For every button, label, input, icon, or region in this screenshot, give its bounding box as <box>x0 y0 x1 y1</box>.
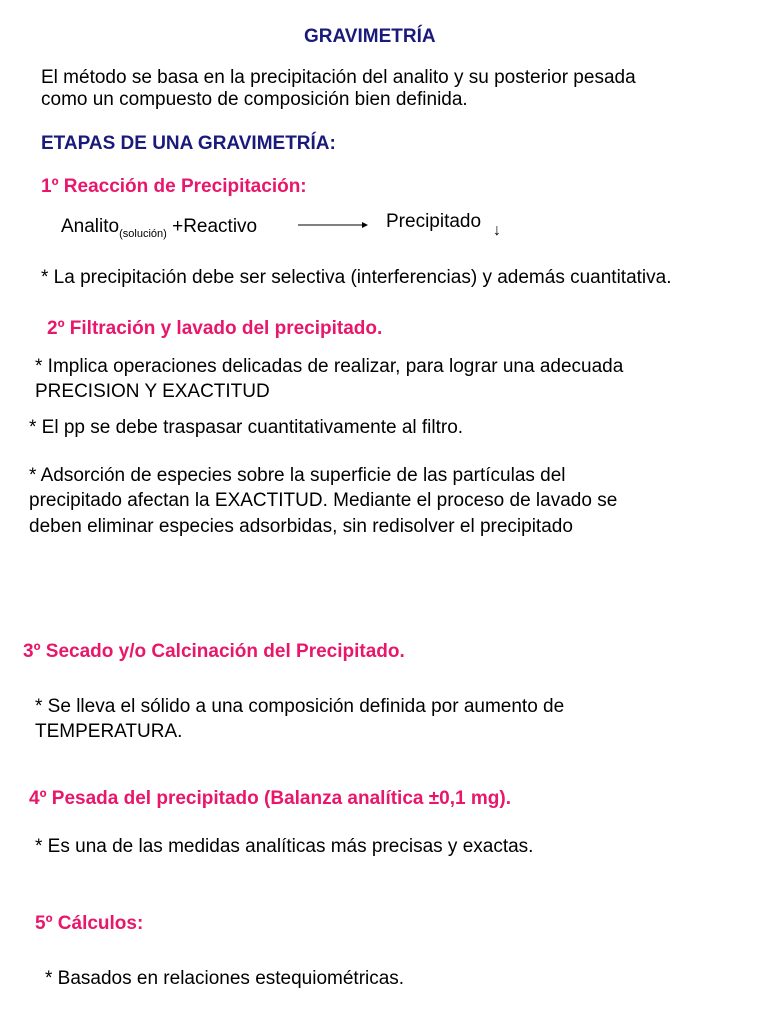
intro-line-1: El método se basa en la precipitación del analito y su posterior pesada <box>41 67 636 88</box>
step1-heading: 1º Reacción de Precipitación: <box>41 176 307 197</box>
step3-bullet-line2: TEMPERATURA. <box>35 721 183 742</box>
step3-bullet-line1: * Se lleva el sólido a una composición definida por aumento de <box>35 696 565 717</box>
page-title: GRAVIMETRÍA <box>304 26 436 47</box>
step2-bullet3-line3: deben eliminar especies adsorbidas, sin redisolver el precipitado <box>29 516 573 537</box>
step2-bullet3-line2: precipitado afectan la EXACTITUD. Mediante el proceso de lavado se <box>29 490 618 511</box>
plus-sign: + <box>172 216 184 237</box>
step2-bullet1-line1: * Implica operaciones delicadas de realizar, para lograr una adecuada <box>35 356 624 377</box>
step3-heading: 3º Secado y/o Calcinación del Precipitado. <box>23 641 405 662</box>
step4-bullet: * Es una de las medidas analíticas más precisas y exactas. <box>35 836 534 857</box>
step2-bullet1-line2: PRECISION Y EXACTITUD <box>35 381 270 402</box>
step1-note: * La precipitación debe ser selectiva (interferencias) y además cuantitativa. <box>41 267 672 288</box>
intro-line-2: como un compuesto de composición bien definida. <box>41 89 468 110</box>
reagent-label: Reactivo <box>183 216 258 237</box>
step2-bullet3-line1: * Adsorción de especies sobre la superficie de las partículas del <box>29 465 566 486</box>
step5-bullet: * Basados en relaciones estequiométricas. <box>45 968 405 989</box>
step5-heading: 5º Cálculos: <box>35 913 144 934</box>
product-label: Precipitado <box>386 211 482 232</box>
stages-heading: ETAPAS DE UNA GRAVIMETRÍA: <box>41 133 336 154</box>
step2-heading: 2º Filtración y lavado del precipitado. <box>47 318 383 339</box>
reaction-arrow-icon <box>298 220 368 230</box>
step4-heading: 4º Pesada del precipitado (Balanza analítica ±0,1 mg). <box>29 788 511 809</box>
reaction-equation <box>61 214 257 247</box>
analyte-subscript: (solución) <box>119 228 167 240</box>
step2-bullet2: * El pp se debe traspasar cuantitativamente al filtro. <box>29 417 464 438</box>
down-arrow-icon: ↓ <box>493 222 501 239</box>
analyte-label: Analito <box>61 216 120 237</box>
